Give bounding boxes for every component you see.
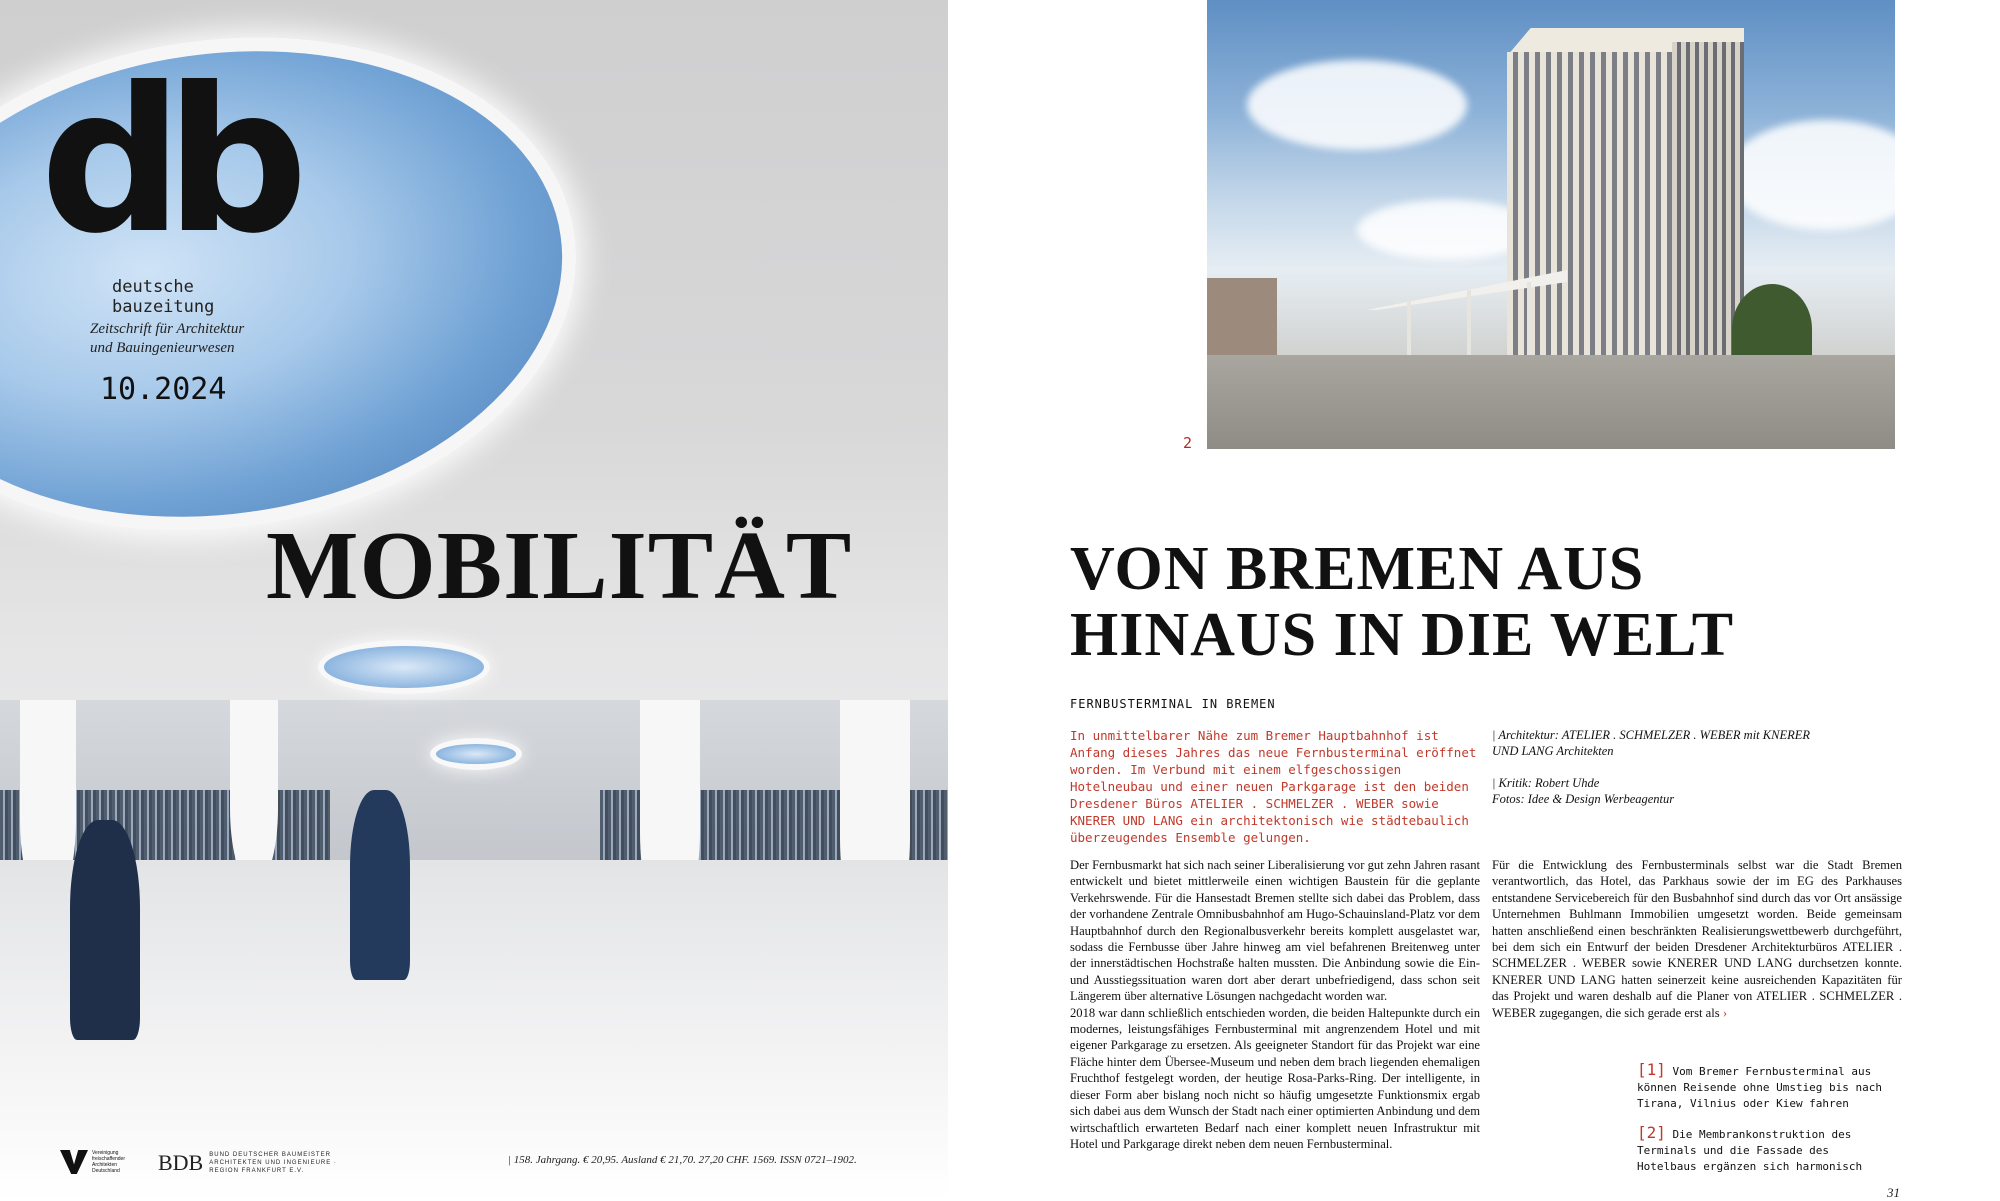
headline-line1: VON BREMEN AUS bbox=[1070, 535, 1645, 603]
cloud-2 bbox=[1727, 120, 1895, 230]
plaza-ground bbox=[1207, 355, 1895, 449]
magazine-name bbox=[112, 277, 214, 317]
body-paragraph-text: Für die Entwicklung des Fernbusterminals selbst war die Stadt Bremen verantwortlich, das Hotel, das Parkhaus sowie der im EG des Parkhauses entstandene Servicebereich für den Busbahnhof sind durch das vor Ort ansässige Unternehmen Buhlmann Immobilien umgesetzt worden. Beide gemeinsam hatten anschließend einen beschränkten Realisierungswettbewerb durchgeführt, bei dem sich ein Entwurf der beiden Dresdener Architekturbüros ATELIER . SCHMELZER . WEBER sowie KNERER UND LANG durchsetzen konnte. KNERER UND LANG hatten seinerzeit keine ausreichenden Kapazitäten für das Projekt und waren deshalb auf die Planer von ATELIER . SCHMELZER . WEBER zugegangen, die sich gerade erst als bbox=[1492, 858, 1902, 1020]
caption-1-text: Vom Bremer Fernbusterminal aus können Reisende ohne Umstieg bis nach Tirana, Vilnius oder Kiew fahren bbox=[1637, 1065, 1883, 1110]
vfa-mark-icon bbox=[60, 1150, 88, 1174]
article-kicker: FERNBUSTERMINAL IN BREMEN bbox=[1070, 697, 1276, 711]
cloud-1 bbox=[1247, 60, 1467, 150]
skylight-small-1 bbox=[318, 640, 490, 694]
magazine-logo: db bbox=[40, 45, 291, 278]
issue-number: 10.2024 bbox=[100, 372, 227, 407]
credit-photos: Fotos: Idee & Design Werbeagentur bbox=[1492, 792, 1675, 806]
magazine-name-line2: bauzeitung bbox=[112, 297, 215, 317]
caption-2 bbox=[1637, 1125, 1887, 1175]
caption-2-number: [2] bbox=[1637, 1123, 1666, 1142]
floor bbox=[0, 860, 948, 1200]
caption-1-number: [1] bbox=[1637, 1060, 1666, 1079]
magazine-name-line1: deutsche bbox=[112, 277, 194, 297]
body-paragraph: 2018 war dann schließlich entschieden worden, die beiden Haltepunkte durch ein modernes, leistungsfähiges Fernbusterminal mit angrenzendem Hotel und mit eigener Parkgarage zu ersetzen. Als geeigneter Standort für das Projekt war eine Fläche hinter dem Übersee-Museum und neben dem brach liegenden ehemaligen Fruchthof festgelegt worden, der heutige Rosa-Parks-Ring. Der intelligente, in dieser Form aber bislang noch nicht so häufig umgesetzte Funktionsmix ergab sich dabei aus dem Wunsch der Stadt nach einer optimierten Anbindung und dem wirtschaftlich erwarteten Bedarf nach einer komplett neuen Infrastruktur mit Hotel und Parkgarage direkt neben dem neuen Fernbusterminal. bbox=[1070, 1005, 1480, 1151]
body-column-2 bbox=[1492, 857, 1902, 1021]
body-column-1 bbox=[1070, 857, 1480, 1152]
credit-critique: | Kritik: Robert Uhde bbox=[1492, 776, 1600, 790]
column-2 bbox=[230, 700, 278, 880]
article-lead: In unmittelbarer Nähe zum Bremer Hauptbahnhof ist Anfang dieses Jahres das neue Fernbusterminal eröffnet worden. Im Verbund mit einem elfgeschossigen Hotelneubau und einer neuen Parkgarage ist den beiden Dresdener Büros ATELIER . SCHMELZER . WEBER sowie KNERER UND LANG ein architektonisch wie städtebaulich überzeugendes Ensemble gelungen. bbox=[1070, 728, 1477, 845]
magazine-subtitle-line1: Zeitschrift für Architektur bbox=[90, 321, 245, 337]
magazine-subtitle bbox=[90, 320, 244, 358]
bdb-text: BUND DEUTSCHER BAUMEISTER ARCHITEKTEN UND INGENIEURE · REGION FRANKFURT E.V. bbox=[209, 1152, 337, 1174]
article-credits bbox=[1492, 727, 1812, 823]
article-headline bbox=[1070, 536, 1930, 668]
page-number: 31 bbox=[1887, 1185, 1900, 1200]
price-line: | 158. Jahrgang. € 20,95. Ausland € 21,70. 27,20 CHF. 1569. ISSN 0721–1902. bbox=[508, 1154, 857, 1166]
association-logo-vfa bbox=[60, 1150, 132, 1174]
association-logo-bdb bbox=[158, 1150, 359, 1176]
magazine-subtitle-line2: und Bauingenieurwesen bbox=[90, 340, 235, 356]
person-walking-left bbox=[70, 820, 140, 1040]
body-paragraph bbox=[1492, 857, 1902, 1021]
skylight-small-2 bbox=[430, 738, 522, 770]
hotel-tower-front bbox=[1507, 52, 1672, 374]
vfa-text: Vereinigung freischaffender Architekten Deutschland bbox=[92, 1150, 125, 1174]
body-paragraph: Der Fernbusmarkt hat sich nach seiner Liberalisierung vor gut zehn Jahren rasant entwickelt und bietet mittlerweile einen wichtigen Baustein für die geplante Verkehrswende. Für die Hansestadt Bremen stellte sich dabei das Problem, dass der vorhandene Zentrale Omnibusbahnhof am Hugo-Schauinsland-Platz vor dem Hauptbahnhof durch den Regionalbusverkehr bereits komplett ausgelastet war, sodass die Fernbusse über Jahre hinweg am viel befahrenen Breitenweg unter der innerstädtischen Hochstraße halten mussten. Die Anbindung sowie die Ein- und Ausstiegssituation waren dort aber derart unbefriedigend, dass schon seit Längerem über alternative Lösungen nachgedacht worden war. bbox=[1070, 858, 1480, 1004]
person-with-bike bbox=[350, 790, 410, 980]
credit-critique-photos bbox=[1492, 775, 1812, 807]
bdb-mark: BDB bbox=[158, 1150, 204, 1175]
caption-2-text: Die Membrankonstruktion des Terminals und die Fassade des Hotelbaus ergänzen sich harmonisch bbox=[1637, 1128, 1863, 1173]
caption-1 bbox=[1637, 1062, 1887, 1112]
continue-arrow-icon: › bbox=[1722, 1005, 1728, 1020]
figure-label: 2 bbox=[1183, 434, 1193, 452]
headline-line2: HINAUS IN DIE WELT bbox=[1070, 601, 1735, 669]
article-photo-terminal bbox=[1207, 0, 1895, 449]
credit-architecture: | Architektur: ATELIER . SCHMELZER . WEBER mit KNERER UND LANG Architekten bbox=[1492, 728, 1810, 758]
magazine-cover bbox=[0, 0, 948, 1200]
cover-title: MOBILITÄT bbox=[266, 512, 853, 620]
